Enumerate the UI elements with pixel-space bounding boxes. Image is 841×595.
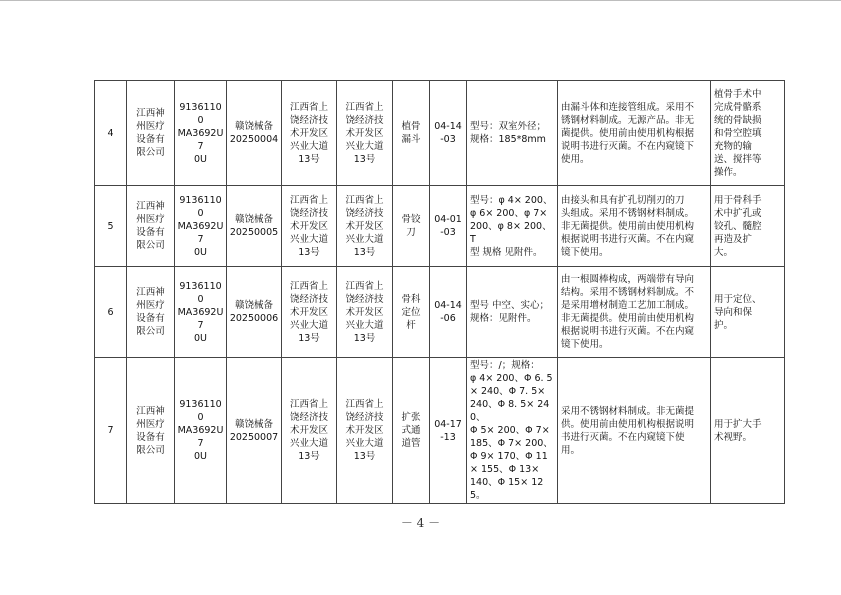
category-code: 04-14 -06 (430, 267, 467, 358)
production-address: 江西省上 饶经济技 术开发区 兴业大道 13号 (337, 267, 393, 358)
table-row (95, 186, 785, 267)
table-row (95, 81, 785, 186)
row-number: 7 (95, 358, 127, 504)
intended-use: 用于骨科手 术中扩孔或 铰孔、髓腔 再造及扩 大。 (711, 186, 785, 267)
product-description: 由漏斗体和连接管组成。采用不 锈钢材料制成。无源产品。非无 菌提供。使用前由使用机构根据 说明书进行灭菌。不在内窥镜下 使用。 (558, 81, 711, 186)
production-address: 江西省上 饶经济技 术开发区 兴业大道 13号 (337, 81, 393, 186)
company-name: 江西神 州医疗 设备有 限公司 (127, 358, 175, 504)
intended-use: 用于定位、 导向和保 护。 (711, 267, 785, 358)
row-number: 5 (95, 186, 127, 267)
row-number: 6 (95, 267, 127, 358)
company-name: 江西神 州医疗 设备有 限公司 (127, 267, 175, 358)
category-code: 04-01 -03 (430, 186, 467, 267)
registered-address: 江西省上 饶经济技 术开发区 兴业大道 13号 (282, 81, 337, 186)
company-name: 江西神 州医疗 设备有 限公司 (127, 186, 175, 267)
record-number: 赣饶械备 20250004 (227, 81, 282, 186)
record-number: 赣饶械备 20250006 (227, 267, 282, 358)
product-name: 植骨 漏斗 (393, 81, 430, 186)
registered-address: 江西省上 饶经济技 术开发区 兴业大道 13号 (282, 186, 337, 267)
company-name: 江西神 州医疗 设备有 限公司 (127, 81, 175, 186)
credit-code: 91361100 MA3692U7 0U (175, 81, 227, 186)
intended-use: 植骨手术中 完成骨骼系 统的骨缺损 和骨空腔填 充物的输 送、搅拌等 操作。 (711, 81, 785, 186)
credit-code: 91361100 MA3692U7 0U (175, 267, 227, 358)
top-border-line (0, 0, 841, 1)
category-code: 04-17 -13 (430, 358, 467, 504)
record-number: 赣饶械备 20250007 (227, 358, 282, 504)
table-row (95, 267, 785, 358)
registration-table (94, 80, 785, 504)
intended-use: 用于扩大手 术视野。 (711, 358, 785, 504)
model-spec: 型号 中空、实心； 规格：见附件。 (467, 267, 558, 358)
product-description: 采用不锈钢材料制成。非无菌提 供。使用前由使用机构根据说明 书进行灭菌。不在内窥镜下使 用。 (558, 358, 711, 504)
production-address: 江西省上 饶经济技 术开发区 兴业大道 13号 (337, 358, 393, 504)
product-name: 扩张 式通 道管 (393, 358, 430, 504)
category-code: 04-14 -03 (430, 81, 467, 186)
registered-address: 江西省上 饶经济技 术开发区 兴业大道 13号 (282, 358, 337, 504)
product-description: 由一根圆棒构成，两端带有导向 结构。采用不锈钢材料制成。不 是采用增材制造工艺加工制成。 非无菌提供。使用前由使用机构 根据说明书进行灭菌。不在内窥 镜下使用。 (558, 267, 711, 358)
row-number: 4 (95, 81, 127, 186)
model-spec: 型号：/；规格： φ 4× 200、Φ 6. 5 × 240、Φ 7. 5× 240、Φ 8. 5× 240、 Φ 5× 200、Φ 7× 185、Φ 7× 200、 Φ 9× 170、Φ 11 × 155、Φ 13× 140、Φ 15× 125。 (467, 358, 558, 504)
page-number: － 4 － (400, 516, 441, 530)
model-spec: 型号：双室外径； 规格：185*8mm (467, 81, 558, 186)
record-number: 赣饶械备 20250005 (227, 186, 282, 267)
product-name: 骨科 定位 杆 (393, 267, 430, 358)
model-spec: 型号：φ 4× 200、 φ 6× 200、φ 7× 200、φ 8× 200、T 型 规格 见附件。 (467, 186, 558, 267)
product-description: 由接头和具有扩孔切削刃的刀 头组成。采用不锈钢材料制成。 非无菌提供。使用前由使用机构 根据说明书进行灭菌。不在内窥 镜下使用。 (558, 186, 711, 267)
credit-code: 91361100 MA3692U7 0U (175, 358, 227, 504)
table-row (95, 358, 785, 504)
credit-code: 91361100 MA3692U7 0U (175, 186, 227, 267)
registered-address: 江西省上 饶经济技 术开发区 兴业大道 13号 (282, 267, 337, 358)
production-address: 江西省上 饶经济技 术开发区 兴业大道 13号 (337, 186, 393, 267)
product-name: 骨铰 刀 (393, 186, 430, 267)
